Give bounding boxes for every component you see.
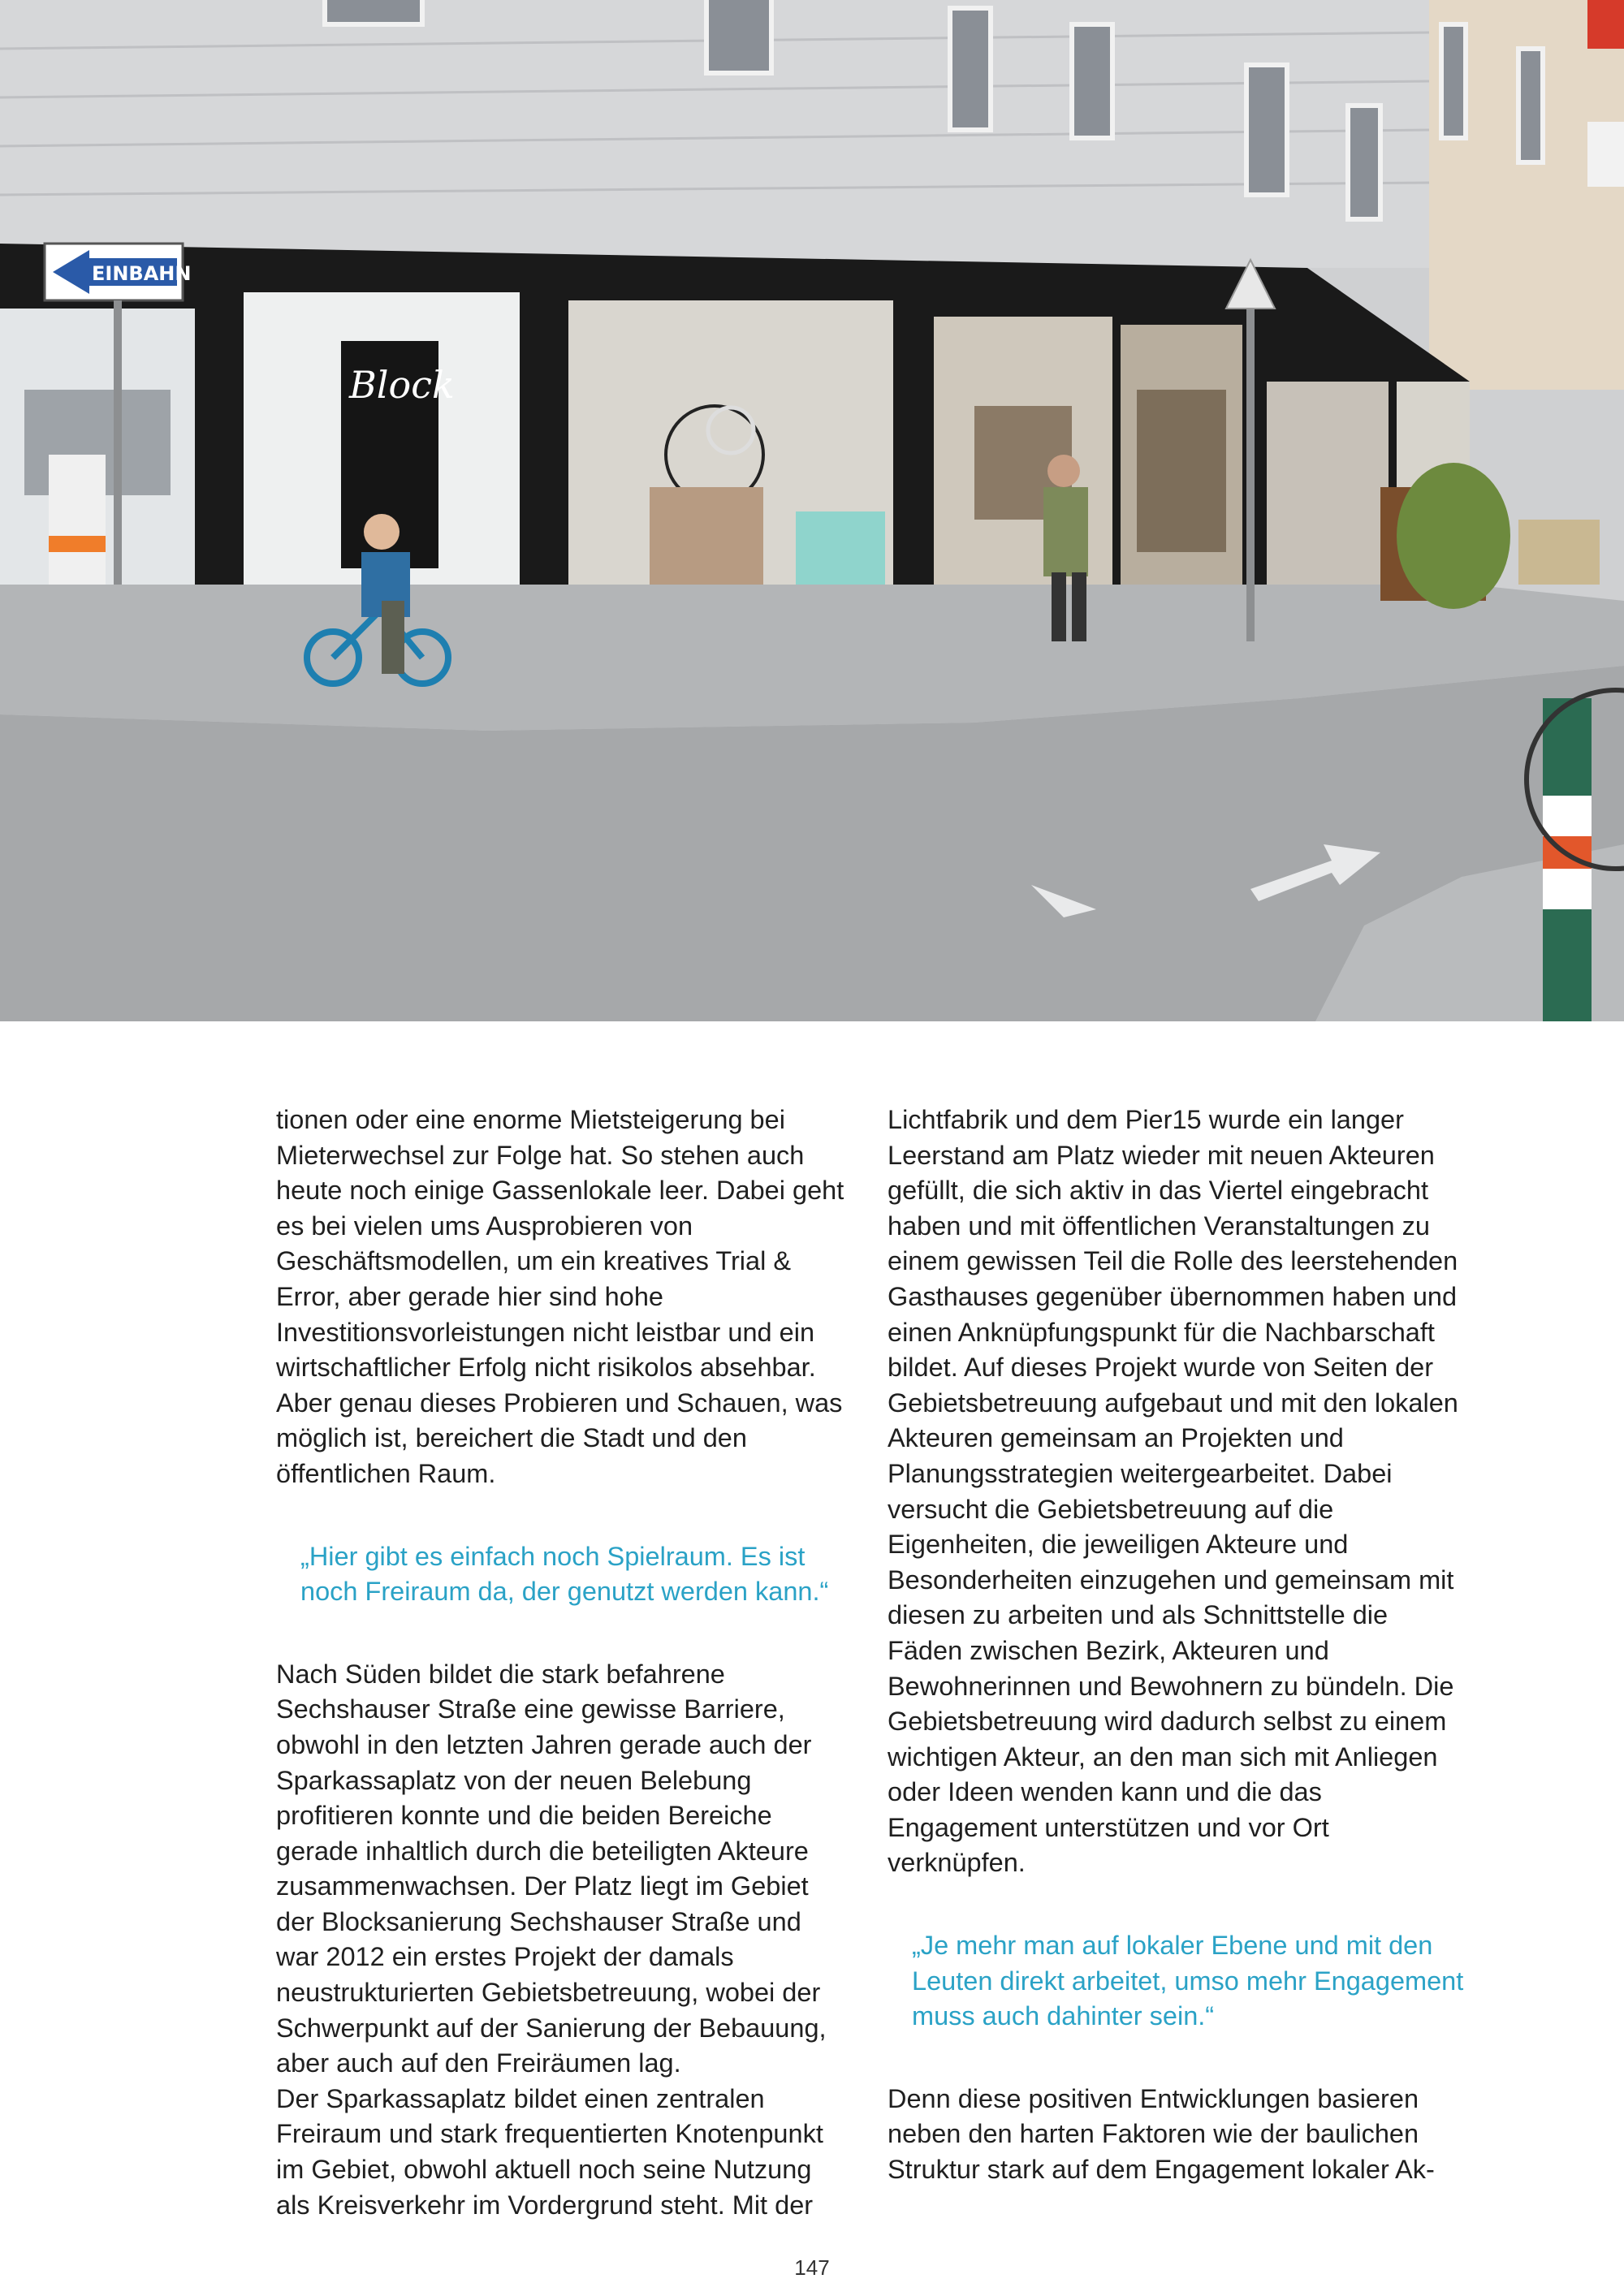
right-column: [888, 1103, 1466, 2188]
street-photo: [0, 0, 1624, 1021]
one-way-sign-text: EINBAHN: [92, 262, 192, 285]
left-paragraph-1: tionen oder eine enorme Mietsteigerung bei Mieterwechsel zur Folge hat. So stehen auch heute noch einige Gassenlokale leer. Dabei geht es bei vielen ums Ausprobieren von Geschäftsmodellen, um ein kreatives Trial & Error, aber gerade hier sind hohe Investitionsvorleistungen nicht leistbar und ein wirtschaftlicher Erfolg nicht risikolos absehbar. Aber genau dieses Probieren und Schauen, was möglich ist, bereichert die Stadt und den öffentlichen Raum.: [276, 1105, 844, 1488]
right-paragraph-2: Denn diese positiven Entwicklungen basieren neben den harten Faktoren wie der baulichen Struktur stark auf dem Engagement lokaler Ak-: [888, 2083, 1435, 2185]
shop-sign-text: Block: [349, 363, 455, 407]
page-number: 147: [794, 2255, 830, 2280]
left-paragraph-3: Der Sparkassaplatz bildet einen zentralen Freiraum und stark frequentierten Knotenpunkt im Gebiet, obwohl aktuell noch seine Nutzung als Kreisverkehr im Vordergrund steht. Mit der: [276, 2083, 823, 2220]
left-pull-quote: „Hier gibt es einfach noch Spielraum. Es ist noch Freiraum da, der genutzt werden kann.“: [300, 1541, 829, 1607]
left-paragraph-2: Nach Süden bildet die stark befahrene Sechshauser Straße eine gewisse Barriere, obwohl in den letzten Jahren gerade auch der Sparkassaplatz von der neuen Belebung profitieren konnte und die beiden Bereiche gerade inhaltlich durch die beteiligten Akteure zusammenwachsen. Der Platz liegt im Gebiet der Blocksanierung Sechshauser Straße und war 2012 ein erstes Projekt der damals neustrukturierten Gebietsbetreuung, wobei der Schwerpunkt auf der Sanierung der Bebauung, aber auch auf den Freiräumen lag.: [276, 1659, 827, 2078]
right-paragraph-1: Lichtfabrik und dem Pier15 wurde ein langer Leerstand am Platz wieder mit neuen Akteuren gefüllt, die sich aktiv in das Viertel eingebracht haben und mit öffentlichen Veranstaltungen zu einem gewissen Teil die Rolle des leerstehenden Gasthauses gegenüber übernommen haben und einen Anknüpfungspunkt für die Nachbarschaft bildet. Auf dieses Projekt wurde von Seiten der Gebietsbetreuung aufgebaut und mit den lokalen Akteuren gemeinsam an Projekten und Planungsstrategien weitergearbeitet. Dabei versucht die Gebietsbetreuung auf die Eigenheiten, die jeweiligen Akteure und Besonderheiten einzugehen und gemeinsam mit diesen zu arbeiten und als Schnittstelle die Fäden zwischen Bezirk, Akteuren und Bewohnerinnen und Bewohnern zu bündeln. Die Gebietsbetreuung wird dadurch selbst zu einem wichtigen Akteur, an den man sich mit Anliegen oder Ideen wenden kann und die das Engagement unterstützen und vor Ort verknüpfen.: [888, 1105, 1458, 1878]
right-pull-quote: „Je mehr man auf lokaler Ebene und mit den Leuten direkt arbeitet, umso mehr Engagement muss auch dahinter sein.“: [912, 1931, 1464, 2031]
left-column: [276, 1103, 851, 2223]
